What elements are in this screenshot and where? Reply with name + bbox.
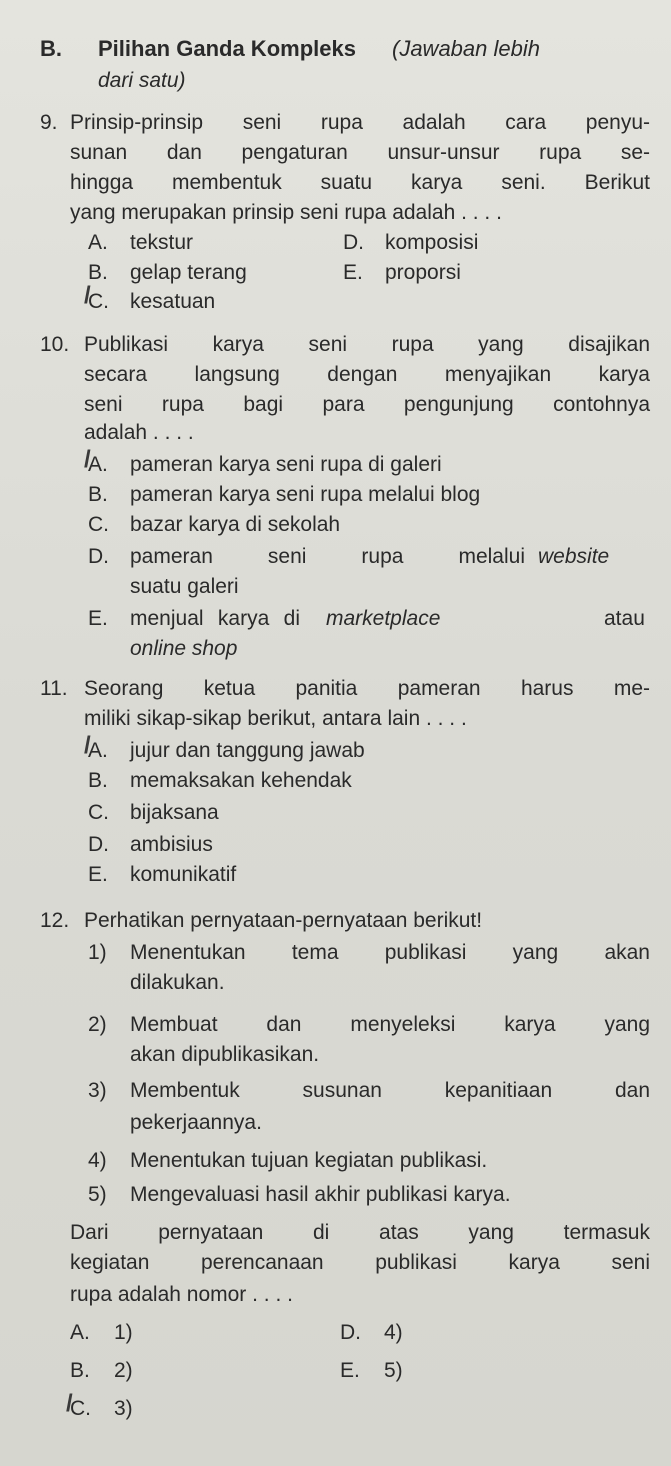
q12-statement-3-num: 3) xyxy=(88,1079,107,1102)
q9-option-e-letter: E. xyxy=(343,261,363,284)
q12-option-b-letter: B. xyxy=(70,1359,90,1382)
q12-statement-1-cont: dilakukan. xyxy=(130,971,225,994)
q9-line-3: hingga membentuk suatu karya seni. Berikut xyxy=(70,171,650,194)
q12-statement-3-cont: pekerjaannya. xyxy=(130,1111,262,1134)
q11-option-c-letter: C. xyxy=(88,801,109,824)
q9-option-d: komposisi xyxy=(385,231,479,254)
q12-option-c-letter: C. xyxy=(70,1397,91,1420)
q10-line-2: secara langsung dengan menyajikan karya xyxy=(84,363,650,386)
q10-line-3: seni rupa bagi para pengunjung contohnya xyxy=(84,393,650,416)
q12-statement-1-num: 1) xyxy=(88,941,107,964)
q12-option-e: 5) xyxy=(384,1359,403,1382)
answer-check-mark: / xyxy=(84,282,91,309)
q11-option-e-letter: E. xyxy=(88,863,108,886)
q9-line-2: sunan dan pengaturan unsur-unsur rupa se- xyxy=(70,141,650,164)
q9-line-1: Prinsip-prinsip seni rupa adalah cara penyu- xyxy=(70,111,650,134)
section-note-cont: dari satu) xyxy=(98,69,186,92)
q10-option-e-cont: online shop xyxy=(130,637,238,660)
q12-statement-3: Membentuk susunan kepanitiaan dan xyxy=(130,1079,650,1102)
section-title: Pilihan Ganda Kompleks xyxy=(98,36,356,61)
q11-option-a: jujur dan tanggung jawab xyxy=(130,739,365,762)
q9-line-4: yang merupakan prinsip seni rupa adalah . . . . xyxy=(70,201,502,224)
answer-check-mark: / xyxy=(84,732,91,759)
q9-option-c-letter: C. xyxy=(88,290,109,313)
q10-option-a: pameran karya seni rupa di galeri xyxy=(130,453,442,476)
q12-statement-5-num: 5) xyxy=(88,1183,107,1206)
q12-question-line-1: Dari pernyataan di atas yang termasuk xyxy=(70,1221,650,1244)
q10-option-d-letter: D. xyxy=(88,545,109,568)
q12-number: 12. xyxy=(40,909,70,932)
q9-option-a-letter: A. xyxy=(88,231,108,254)
q10-option-e-atau: atau xyxy=(604,607,645,630)
q12-option-b: 2) xyxy=(114,1359,133,1382)
q11-option-e: komunikatif xyxy=(130,863,237,886)
q10-option-e-letter: E. xyxy=(88,607,108,630)
q12-option-d-letter: D. xyxy=(340,1321,361,1344)
q9-number: 9. xyxy=(40,111,58,134)
q11-option-b: memaksakan kehendak xyxy=(130,769,352,792)
q12-option-d: 4) xyxy=(384,1321,403,1344)
q11-line-1: Seorang ketua panitia pameran harus me- xyxy=(84,677,650,700)
q10-option-a-letter: A. xyxy=(88,453,108,476)
q9-option-d-letter: D. xyxy=(343,231,364,254)
q12-statement-2-cont: akan dipublikasikan. xyxy=(130,1043,320,1066)
q11-option-d-letter: D. xyxy=(88,833,109,856)
section-note: (Jawaban lebih xyxy=(392,36,540,61)
q10-line-4: adalah . . . . xyxy=(84,421,194,444)
q10-option-d-italic: website xyxy=(538,545,610,568)
q11-number: 11. xyxy=(40,677,68,700)
q12-option-a: 1) xyxy=(114,1321,133,1344)
answer-check-mark: / xyxy=(84,446,91,473)
q11-option-b-letter: B. xyxy=(88,769,108,792)
q10-option-d-cont: suatu galeri xyxy=(130,575,239,598)
q10-option-b: pameran karya seni rupa melalui blog xyxy=(130,483,481,506)
q11-option-a-letter: A. xyxy=(88,739,108,762)
q12-question-line-3: rupa adalah nomor . . . . xyxy=(70,1283,293,1306)
q12-option-c: 3) xyxy=(114,1397,133,1420)
q12-option-e-letter: E. xyxy=(340,1359,360,1382)
q9-option-a: tekstur xyxy=(130,231,194,254)
section-letter: B. xyxy=(40,36,62,61)
q10-option-d: pameran seni rupa melalui xyxy=(130,545,525,568)
q10-option-e-italic: marketplace xyxy=(326,607,441,630)
q10-option-c: bazar karya di sekolah xyxy=(130,513,341,536)
q12-statement-1: Menentukan tema publikasi yang akan xyxy=(130,941,650,964)
q12-statement-2: Membuat dan menyeleksi karya yang xyxy=(130,1013,650,1036)
q11-option-c: bijaksana xyxy=(130,801,219,824)
q9-option-b: gelap terang xyxy=(130,261,247,284)
q9-option-c: kesatuan xyxy=(130,290,216,313)
q12-question-line-2: kegiatan perencanaan publikasi karya seni xyxy=(70,1251,650,1274)
q10-option-e: menjual karya di xyxy=(130,607,300,630)
answer-check-mark: / xyxy=(66,1390,73,1417)
q10-line-1: Publikasi karya seni rupa yang disajikan xyxy=(84,333,650,356)
q9-option-b-letter: B. xyxy=(88,261,108,284)
q10-option-c-letter: C. xyxy=(88,513,109,536)
q12-option-a-letter: A. xyxy=(70,1321,90,1344)
q9-option-e: proporsi xyxy=(385,261,461,284)
q12-intro: Perhatikan pernyataan-pernyataan berikut! xyxy=(84,909,483,932)
q12-statement-5: Mengevaluasi hasil akhir publikasi karya. xyxy=(130,1183,511,1206)
q10-number: 10. xyxy=(40,333,70,356)
q12-statement-2-num: 2) xyxy=(88,1013,107,1036)
q10-option-b-letter: B. xyxy=(88,483,108,506)
q11-option-d: ambisius xyxy=(130,833,213,856)
q12-statement-4: Menentukan tujuan kegiatan publikasi. xyxy=(130,1149,488,1172)
q11-line-2: miliki sikap-sikap berikut, antara lain . . . . xyxy=(84,707,467,730)
q12-statement-4-num: 4) xyxy=(88,1149,107,1172)
